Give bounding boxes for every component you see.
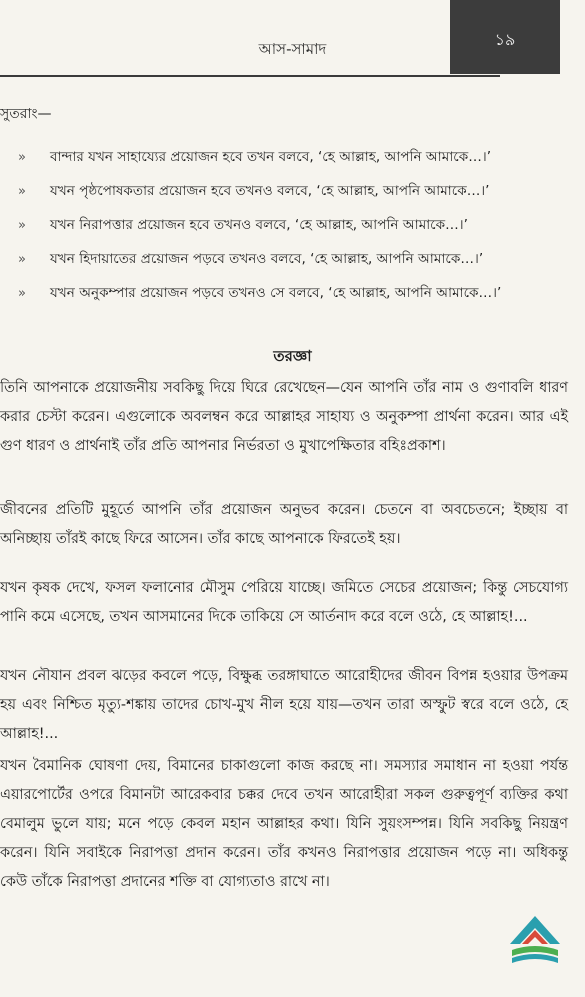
paragraph: তিনি আপনাকে প্রয়োজনীয় সবকিছু দিয়ে ঘিরে রেখেছেন—যেন আপনি তাঁর নাম ও গুণাবলি ধারণ করার চেস্টা করেন। এগুলোকে অবলম্বন করে আল্লাহর সাহায্য ও অনুকম্পা প্রার্থনা করেন। আর এই গুণ ধারণ ও প্রার্থনাই তাঁর প্রতি আপনার নির্ভরতা ও মুখাপেক্ষিতার বহিঃপ্রকাশ। xyxy=(0,380,568,455)
list-item xyxy=(0,208,585,242)
page-number: ১৯ xyxy=(494,29,516,49)
header-rule xyxy=(0,75,500,77)
chevron-bullet-icon: » xyxy=(18,285,26,301)
list-item xyxy=(0,276,585,310)
bullet-text: যখন অনুকম্পার প্রয়োজন পড়বে তখনও সে বলবে, ‘হে আল্লাহ, আপনি আমাকে…।’ xyxy=(50,284,502,301)
bullet-list xyxy=(0,140,585,310)
chevron-bullet-icon: » xyxy=(18,183,26,199)
paragraph: জীবনের প্রতিটি মুহূর্তে আপনি তাঁর প্রয়োজন অনুভব করেন। চেতনে বা অবচেতনে; ইচ্ছায় বা অনিচ্ছায় তাঁরই কাছে ফিরে আসেন। তাঁর কাছে আপনাকে ফিরতেই হয়। xyxy=(0,502,568,548)
paragraph: যখন কৃষক দেখে, ফসল ফলানোর মৌসুম পেরিয়ে যাচ্ছে। জমিতে সেচের প্রয়োজন; কিন্তু সেচযোগ্য পানি কমে এসেছে, তখন আসমানের দিকে তাকিয়ে সে আর্তনাদ করে বলে ওঠে, হে আল্লাহ!... xyxy=(0,580,568,626)
list-item xyxy=(0,174,585,208)
list-item xyxy=(0,140,585,174)
paragraph: যখন বৈমানিক ঘোষণা দেয়, বিমানের চাকাগুলো কাজ করছে না। সমস্যার সমাধান না হওয়া পর্যন্ত এয়ারপোর্টের ওপরে বিমানটা আরেকবার চক্কর দেবে তখন আরোহীরা সকল গুরুত্বপূর্ণ ব্যক্তির কথা বেমালুম ভুলে যায়; মনে পড়ে কেবল মহান আল্লাহর কথা। যিনি সুয়ংসম্পন্ন। যিনি সবকিছু নিয়ন্ত্রণ করেন। যিনি সবাইকে নিরাপত্তা প্রদান করেন। তাঁর কখনও নিরাপত্তার প্রয়োজন পড়ে না। অধিকন্তু কেউ তাঁকে নিরাপত্তা প্রদানের শক্তি বা যোগ্যতাও রাখে না। xyxy=(0,758,568,891)
bullet-text: যখন পৃষ্ঠপোষকতার প্রয়োজন হবে তখনও বলবে, ‘হে আল্লাহ, আপনি আমাকে…।’ xyxy=(50,182,490,199)
chevron-bullet-icon: » xyxy=(18,149,26,165)
bullet-text: বান্দার যখন সাহায্যের প্রয়োজন হবে তখন বলবে, ‘হে আল্লাহ, আপনি আমাকে…।’ xyxy=(50,148,492,165)
intro-text: সুতরাং— xyxy=(0,106,52,122)
paragraph: যখন নৌযান প্রবল ঝড়ের কবলে পড়ে, বিক্ষুব্ধ তরঙ্গাঘাতে আরোহীদের জীবন বিপন্ন হওয়ার উপক্রম হয় এবং নিশ্চিত মৃত্যু-শঙ্কায় তাদের চোখ-মুখ নীল হয়ে যায়—তখন তারা অস্ফুট স্বরে বলে ওঠে, হে আল্লাহ!... xyxy=(0,668,568,743)
publisher-logo-icon xyxy=(504,910,566,970)
running-title: আস-সামাদ xyxy=(258,40,327,58)
chevron-bullet-icon: » xyxy=(18,217,26,233)
list-item xyxy=(0,242,585,276)
bullet-text: যখন হিদায়াতের প্রয়োজন পড়বে তখনও বলবে, ‘হে আল্লাহ, আপনি আমাকে…।’ xyxy=(50,250,484,267)
bullet-text: যখন নিরাপত্তার প্রয়োজন হবে তখনও বলবে, ‘হে আল্লাহ, আপনি আমাকে…।’ xyxy=(50,216,468,233)
chevron-bullet-icon: » xyxy=(18,251,26,267)
section-heading: তরজ্ঞা xyxy=(273,347,312,365)
